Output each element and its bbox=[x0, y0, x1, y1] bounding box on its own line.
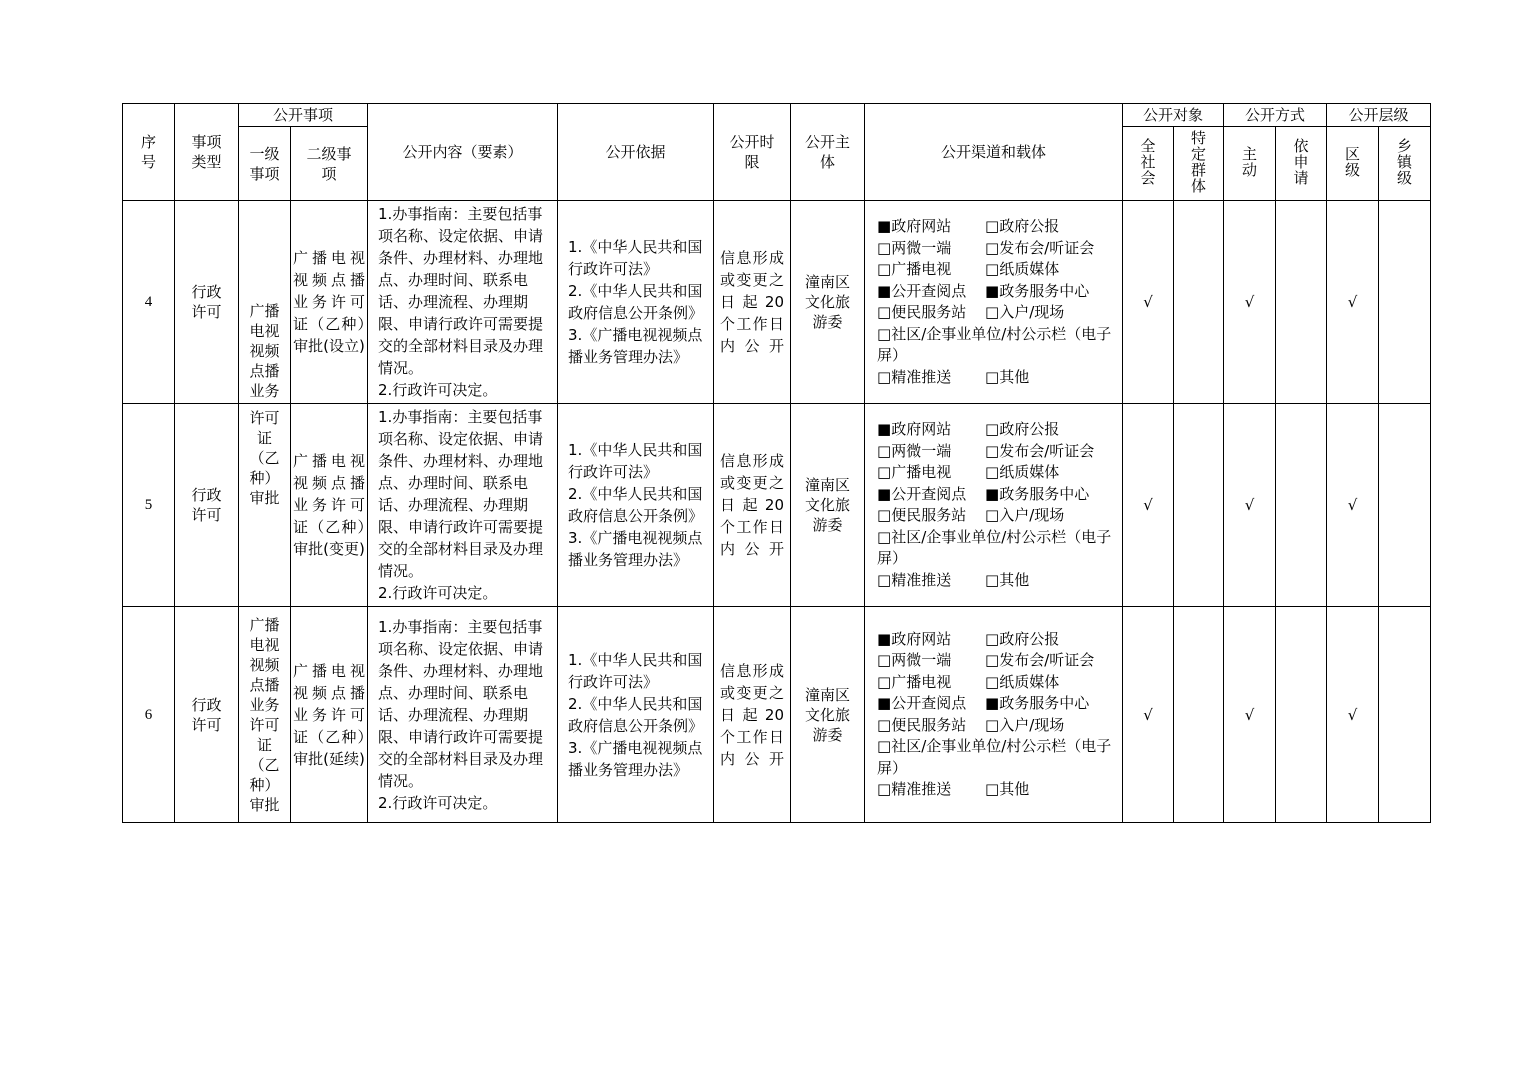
channel-other: □其他 bbox=[985, 367, 1030, 386]
row-channels bbox=[865, 404, 1123, 607]
row-basis: 1.《中华人民共和国行政许可法》 2.《中华人民共和国政府信息公开条例》 3.《广播电视视频点播业务管理办法》 bbox=[558, 607, 714, 823]
channel-precise-push: □精准推送 bbox=[877, 780, 952, 798]
row-seq: 5 bbox=[123, 404, 175, 607]
header-target-group: 公开对象 bbox=[1123, 104, 1224, 127]
row-method-apply bbox=[1276, 201, 1327, 404]
row-level2: 广播电视视频点播业务许可证（乙种）审批(延续) bbox=[291, 607, 368, 823]
row-level1: 广播电视视频点播业务许可证（乙种）审批 bbox=[239, 607, 291, 823]
channel-convenience-station: □便民服务站 bbox=[877, 506, 967, 524]
header-level-group: 公开层级 bbox=[1327, 104, 1431, 127]
row-type: 行政许可 bbox=[175, 201, 239, 404]
channel-other: □其他 bbox=[985, 570, 1030, 589]
header-level-town: 乡镇级 bbox=[1379, 127, 1431, 201]
row-subject: 潼南区文化旅游委 bbox=[791, 404, 865, 607]
row-type: 行政许可 bbox=[175, 404, 239, 607]
row-content: 1.办事指南：主要包括事项名称、设定依据、申请条件、办理材料、办理地点、办理时间、联系电话、办理流程、办理期限、申请行政许可需要提交的全部材料目录及办理情况。 2.行政许可决定。 bbox=[368, 607, 558, 823]
channel-gov-website: ■政府网站 bbox=[877, 420, 952, 438]
channel-press-conf: □发布会/听证会 bbox=[985, 238, 1095, 257]
channel-broadcast-tv: □广播电视 bbox=[877, 463, 952, 481]
channel-convenience-station: □便民服务站 bbox=[877, 303, 967, 321]
row-level-town bbox=[1379, 404, 1431, 607]
row-method-apply bbox=[1276, 404, 1327, 607]
channel-service-center: ■政务服务中心 bbox=[985, 694, 1090, 712]
channel-community-board: □社区/企事业单位/村公示栏（电子屏） bbox=[877, 527, 1112, 567]
row-channels bbox=[865, 607, 1123, 823]
row-time-limit: 信息形成或变更之日起20个工作日内公开 bbox=[714, 404, 791, 607]
row-target-all: √ bbox=[1123, 607, 1174, 823]
channel-door-site: □入户/现场 bbox=[985, 506, 1065, 524]
row-seq: 6 bbox=[123, 607, 175, 823]
channel-two-micro: □两微一端 bbox=[877, 651, 952, 669]
row-method-apply bbox=[1276, 607, 1327, 823]
row-target-specific bbox=[1174, 607, 1224, 823]
row-level-town bbox=[1379, 201, 1431, 404]
channel-service-center: ■政务服务中心 bbox=[985, 281, 1090, 300]
row-target-specific bbox=[1174, 201, 1224, 404]
channel-gov-website: ■政府网站 bbox=[877, 217, 952, 235]
header-content: 公开内容（要素） bbox=[368, 104, 558, 201]
channel-reading-point: ■公开查阅点 bbox=[877, 484, 967, 503]
row-target-all: √ bbox=[1123, 201, 1174, 404]
row-method-active: √ bbox=[1224, 404, 1276, 607]
row-seq: 4 bbox=[123, 201, 175, 404]
channel-gov-gazette: □政府公报 bbox=[985, 629, 1060, 648]
row-level-town bbox=[1379, 607, 1431, 823]
row-content: 1.办事指南：主要包括事项名称、设定依据、申请条件、办理材料、办理地点、办理时间、联系电话、办理流程、办理期限、申请行政许可需要提交的全部材料目录及办理情况。 2.行政许可决定。 bbox=[368, 404, 558, 607]
channel-precise-push: □精准推送 bbox=[877, 367, 952, 386]
header-time-limit: 公开时限 bbox=[714, 104, 791, 201]
channel-reading-point: ■公开查阅点 bbox=[877, 281, 967, 300]
channel-gov-gazette: □政府公报 bbox=[985, 420, 1060, 438]
header-public-item-group: 公开事项 bbox=[239, 104, 368, 127]
row-method-active: √ bbox=[1224, 607, 1276, 823]
row-subject: 潼南区文化旅游委 bbox=[791, 607, 865, 823]
channel-gov-website: ■政府网站 bbox=[877, 629, 952, 648]
channel-two-micro: □两微一端 bbox=[877, 441, 952, 460]
row-level-district: √ bbox=[1327, 201, 1379, 404]
header-row-groups bbox=[123, 104, 1431, 127]
channel-door-site: □入户/现场 bbox=[985, 303, 1065, 321]
header-method-group: 公开方式 bbox=[1224, 104, 1327, 127]
table-row bbox=[123, 607, 1431, 823]
header-level-district: 区级 bbox=[1327, 127, 1379, 201]
channel-other: □其他 bbox=[985, 780, 1030, 798]
channel-paper-media: □纸质媒体 bbox=[985, 260, 1060, 278]
channel-press-conf: □发布会/听证会 bbox=[985, 441, 1095, 460]
header-level2: 二级事项 bbox=[291, 127, 368, 201]
channel-paper-media: □纸质媒体 bbox=[985, 672, 1060, 691]
row-content: 1.办事指南：主要包括事项名称、设定依据、申请条件、办理材料、办理地点、办理时间、联系电话、办理流程、办理期限、申请行政许可需要提交的全部材料目录及办理情况。 2.行政许可决定。 bbox=[368, 201, 558, 404]
row-level1-part-b: 许可证（乙种）审批 bbox=[239, 404, 291, 607]
header-basis: 公开依据 bbox=[558, 104, 714, 201]
channel-community-board: □社区/企事业单位/村公示栏（电子屏） bbox=[877, 324, 1112, 364]
table-row bbox=[123, 201, 1431, 404]
header-method-apply: 依申请 bbox=[1276, 127, 1327, 201]
channel-service-center: ■政务服务中心 bbox=[985, 484, 1090, 503]
row-level-district: √ bbox=[1327, 404, 1379, 607]
channel-convenience-station: □便民服务站 bbox=[877, 715, 967, 734]
channel-community-board: □社区/企事业单位/村公示栏（电子屏） bbox=[877, 737, 1112, 777]
table-row bbox=[123, 404, 1431, 607]
header-target-all: 全社会 bbox=[1123, 127, 1174, 201]
header-subject: 公开主体 bbox=[791, 104, 865, 201]
row-time-limit: 信息形成或变更之日起20个工作日内公开 bbox=[714, 607, 791, 823]
header-seq: 序号 bbox=[123, 104, 175, 201]
channel-broadcast-tv: □广播电视 bbox=[877, 672, 952, 691]
channel-broadcast-tv: □广播电视 bbox=[877, 260, 952, 278]
header-level1: 一级事项 bbox=[239, 127, 291, 201]
channel-gov-gazette: □政府公报 bbox=[985, 217, 1060, 235]
row-level2: 广播电视视频点播业务许可证（乙种）审批(设立) bbox=[291, 201, 368, 404]
header-channels: 公开渠道和载体 bbox=[865, 104, 1123, 201]
row-basis: 1.《中华人民共和国行政许可法》 2.《中华人民共和国政府信息公开条例》 3.《广播电视视频点播业务管理办法》 bbox=[558, 404, 714, 607]
channel-door-site: □入户/现场 bbox=[985, 715, 1065, 734]
channel-paper-media: □纸质媒体 bbox=[985, 463, 1060, 481]
row-target-all: √ bbox=[1123, 404, 1174, 607]
header-method-active: 主动 bbox=[1224, 127, 1276, 201]
row-target-specific bbox=[1174, 404, 1224, 607]
row-channels bbox=[865, 201, 1123, 404]
row-subject: 潼南区文化旅游委 bbox=[791, 201, 865, 404]
row-basis: 1.《中华人民共和国行政许可法》 2.《中华人民共和国政府信息公开条例》 3.《广播电视视频点播业务管理办法》 bbox=[558, 201, 714, 404]
row-method-active: √ bbox=[1224, 201, 1276, 404]
channel-two-micro: □两微一端 bbox=[877, 238, 952, 257]
channel-precise-push: □精准推送 bbox=[877, 570, 952, 589]
header-target-specific: 特定群体 bbox=[1174, 127, 1224, 201]
row-level2: 广播电视视频点播业务许可证（乙种）审批(变更) bbox=[291, 404, 368, 607]
disclosure-table bbox=[122, 103, 1431, 823]
row-level-district: √ bbox=[1327, 607, 1379, 823]
channel-press-conf: □发布会/听证会 bbox=[985, 651, 1095, 669]
channel-reading-point: ■公开查阅点 bbox=[877, 694, 967, 712]
row-level1-part-a: 广播电视视频点播业务 bbox=[239, 201, 291, 404]
header-type: 事项类型 bbox=[175, 104, 239, 201]
row-time-limit: 信息形成或变更之日起20个工作日内公开 bbox=[714, 201, 791, 404]
row-type: 行政许可 bbox=[175, 607, 239, 823]
